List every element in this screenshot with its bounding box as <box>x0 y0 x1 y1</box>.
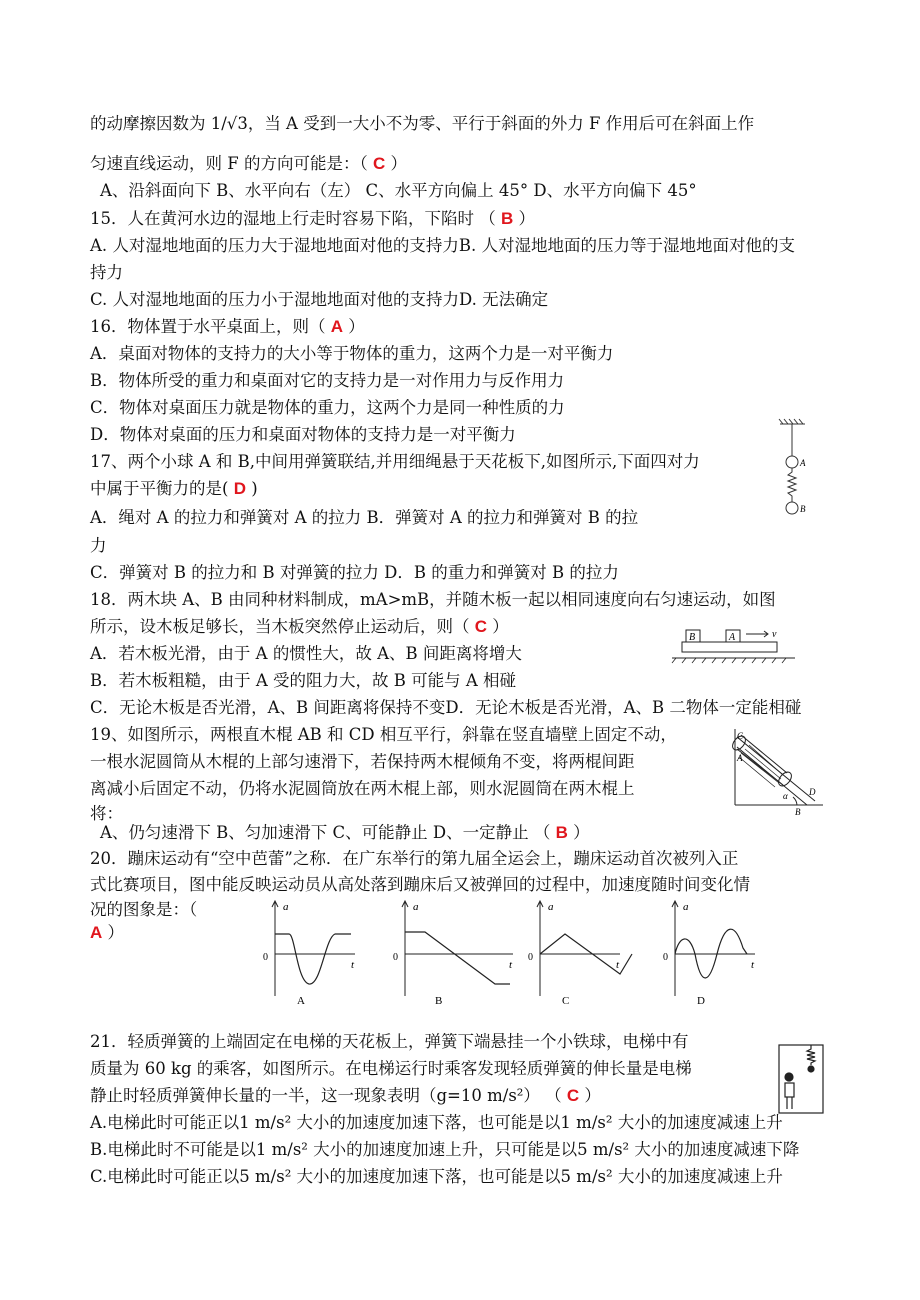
spring <box>788 468 796 502</box>
fig19-label-alpha: α <box>783 791 788 801</box>
fig18-label-b: B <box>689 632 696 643</box>
fig21-elevator-diagram <box>777 1043 827 1115</box>
q21-cont-2: 静止时轻质弹簧伸长量的一半，这一现象表明（g=10 m/s²） （ C ） <box>90 1086 601 1105</box>
origin-label: 0 <box>393 952 398 963</box>
q18: 18．两木块 A、B 由同种材料制成，mA>mB，并随木板一起以相同速度向右匀速运动，如图 <box>90 590 776 609</box>
axis-label-a: a <box>413 901 419 913</box>
q18-option-a: A．若木板光滑，由于 A 的惯性大，故 A、B 间距离将增大 <box>90 644 522 663</box>
elevator-spring <box>807 1045 815 1065</box>
q19-cont-3: 将： <box>90 804 123 823</box>
axis-label-a: a <box>283 901 289 913</box>
fig19-label-d: D <box>809 787 816 797</box>
axis-label-t: t <box>751 959 755 971</box>
iron-ball <box>808 1066 814 1072</box>
answer-16: A <box>330 317 344 336</box>
line-3: A、沿斜面向下 B、水平向右（左） C、水平方向偏上 45° D、水平方向偏下 45° <box>100 181 697 200</box>
q16-option-a: A．桌面对物体的支持力的大小等于物体的重力，这两个力是一对平衡力 <box>90 344 614 363</box>
acceleration-curve <box>275 934 351 984</box>
q18-option-b: B．若木板粗糙，由于 A 受的阻力大，故 B 可能与 A 相碰 <box>90 671 517 690</box>
axis-label-t: t <box>509 959 513 971</box>
axis-label-a: a <box>683 901 689 913</box>
q21-cont-1: 质量为 60 kg 的乘客，如图所示。在电梯运行时乘客发现轻质弹簧的伸长量是电梯 <box>90 1059 692 1078</box>
origin-label: 0 <box>663 952 668 963</box>
answer-20: A <box>90 923 103 942</box>
passenger-head <box>785 1073 793 1081</box>
q20-answer-line: A ） <box>90 923 125 942</box>
axis-label-t: t <box>351 959 355 971</box>
q18-cont: 所示，设木板足够长，当木板突然停止运动后，则（ C ） <box>90 617 509 636</box>
answer-18: C <box>474 617 488 636</box>
graph-panel-d <box>663 901 755 1007</box>
answer-15: B <box>501 209 514 228</box>
line-2: 匀速直线运动，则 F 的方向可能是：（ C ） <box>90 154 407 173</box>
fig20-graphs <box>255 896 815 1008</box>
origin-label: 0 <box>263 952 268 963</box>
q17-option-ab: A．绳对 A 的拉力和弹簧对 A 的拉力 B．弹簧对 A 的拉力和弹簧对 B 的拉 <box>90 508 639 527</box>
axis-label-a: a <box>548 901 554 913</box>
axis-label-t: t <box>616 959 620 971</box>
fig17-spring-diagram <box>775 418 820 523</box>
q16: 16．物体置于水平桌面上，则（ A ） <box>90 317 365 336</box>
fig18-label-v: v <box>772 629 777 640</box>
answer-17: D <box>233 479 246 498</box>
fig18-label-a: A <box>729 632 736 643</box>
q17: 17、两个小球 A 和 B,中间用弹簧联结,并用细绳悬于天花板下,如图所示,下面四对力 <box>90 452 700 471</box>
answer-14: C <box>372 154 386 173</box>
answer-19: B <box>555 823 568 842</box>
q18-option-cd: C．无论木板是否光滑，A、B 间距离将保持不变D．无论木板是否光滑，A、B 二物体一定能相碰 <box>90 698 802 717</box>
q15: 15．人在黄河水边的湿地上行走时容易下陷，下陷时 （ B ） <box>90 209 536 228</box>
q15-option-b-cont: 持力 <box>90 263 123 282</box>
q16-option-c: C．物体对桌面压力就是物体的重力，这两个力是同一种性质的力 <box>90 398 565 417</box>
q19-cont-2: 离减小后固定不动，仍将水泥圆筒放在两木棍上部，则水泥圆筒在两木棍上 <box>90 779 635 798</box>
fig19-label-c: C <box>737 731 744 741</box>
q21-option-c: C.电梯此时可能正以5 m/s² 大小的加速度加速下落，也可能是以5 m/s² 大小的加速度减速上升 <box>90 1167 783 1186</box>
q21-option-a: A.电梯此时可能正以1 m/s² 大小的加速度加速下落，也可能是以1 m/s² 大小的加速度减速上升 <box>90 1113 783 1132</box>
acceleration-curve <box>405 932 510 984</box>
graph-panel-a <box>263 901 355 1007</box>
q17-option-cd: C．弹簧对 B 的拉力和 B 对弹簧的拉力 D．B 的重力和弹簧对 B 的拉力 <box>90 563 619 582</box>
origin-label: 0 <box>528 952 533 963</box>
graph-caption: C <box>562 995 570 1007</box>
graph-panel-b <box>393 901 513 1007</box>
q20: 20．蹦床运动有“空中芭蕾”之称．在广东举行的第九届全运会上，蹦床运动首次被列入正 <box>90 849 739 868</box>
q16-option-d: D．物体对桌面的压力和桌面对物体的支持力是一对平衡力 <box>90 425 516 444</box>
fig17-label-a: A <box>800 458 806 468</box>
passenger-body <box>785 1083 794 1097</box>
q19-options: A、仍匀速滑下 B、匀加速滑下 C、可能静止 D、一定静止 （ B ） <box>100 823 590 842</box>
q17-cont: 中属于平衡力的是( D ) <box>90 479 258 498</box>
fig19-label-b: B <box>795 807 801 817</box>
q21: 21．轻质弹簧的上端固定在电梯的天花板上，弹簧下端悬挂一个小铁球，电梯中有 <box>90 1032 689 1051</box>
graph-caption: A <box>297 995 305 1007</box>
board <box>682 642 777 652</box>
fig17-label-b: B <box>800 504 806 514</box>
graph-caption: B <box>435 995 443 1007</box>
graph-panel-c <box>528 901 632 1007</box>
ball-b <box>786 502 798 514</box>
q16-option-b: B．物体所受的重力和桌面对它的支持力是一对作用力与反作用力 <box>90 371 565 390</box>
fig19-label-a: A <box>737 753 743 763</box>
line-1: 的动摩擦因数为 1/√3，当 A 受到一大小不为零、平行于斜面的外力 F 作用后可在斜面上作 <box>90 114 755 133</box>
q20-cont-1: 式比赛项目，图中能反映运动员从高处落到蹦床后又被弹回的过程中，加速度随时间变化情 <box>90 875 750 894</box>
q21-option-b: B.电梯此时不可能是以1 m/s² 大小的加速度加速上升，只可能是以5 m/s² 大小的加速度减速下降 <box>90 1140 800 1159</box>
answer-21: C <box>566 1086 580 1105</box>
q19-cont-1: 一根水泥圆筒从木棍的上部匀速滑下，若保持两木棍倾角不变，将两棍间距 <box>90 752 635 771</box>
q17-option-b-cont: 力 <box>90 536 107 555</box>
q19: 19、如图所示，两根直木棍 AB 和 CD 相互平行，斜靠在竖直墙壁上固定不动， <box>90 725 677 744</box>
q20-cont-2: 况的图象是：（ <box>90 900 198 919</box>
fig19-incline-diagram <box>727 727 827 817</box>
ball-a <box>786 456 798 468</box>
q15-option-ab: A. 人对湿地地面的压力大于湿地地面对他的支持力B. 人对湿地地面的压力等于湿地地面对他的支 <box>90 236 796 255</box>
q15-option-cd: C. 人对湿地地面的压力小于湿地地面对他的支持力D. 无法确定 <box>90 290 549 309</box>
fig18-board-diagram <box>670 624 800 666</box>
graph-caption: D <box>697 995 705 1007</box>
